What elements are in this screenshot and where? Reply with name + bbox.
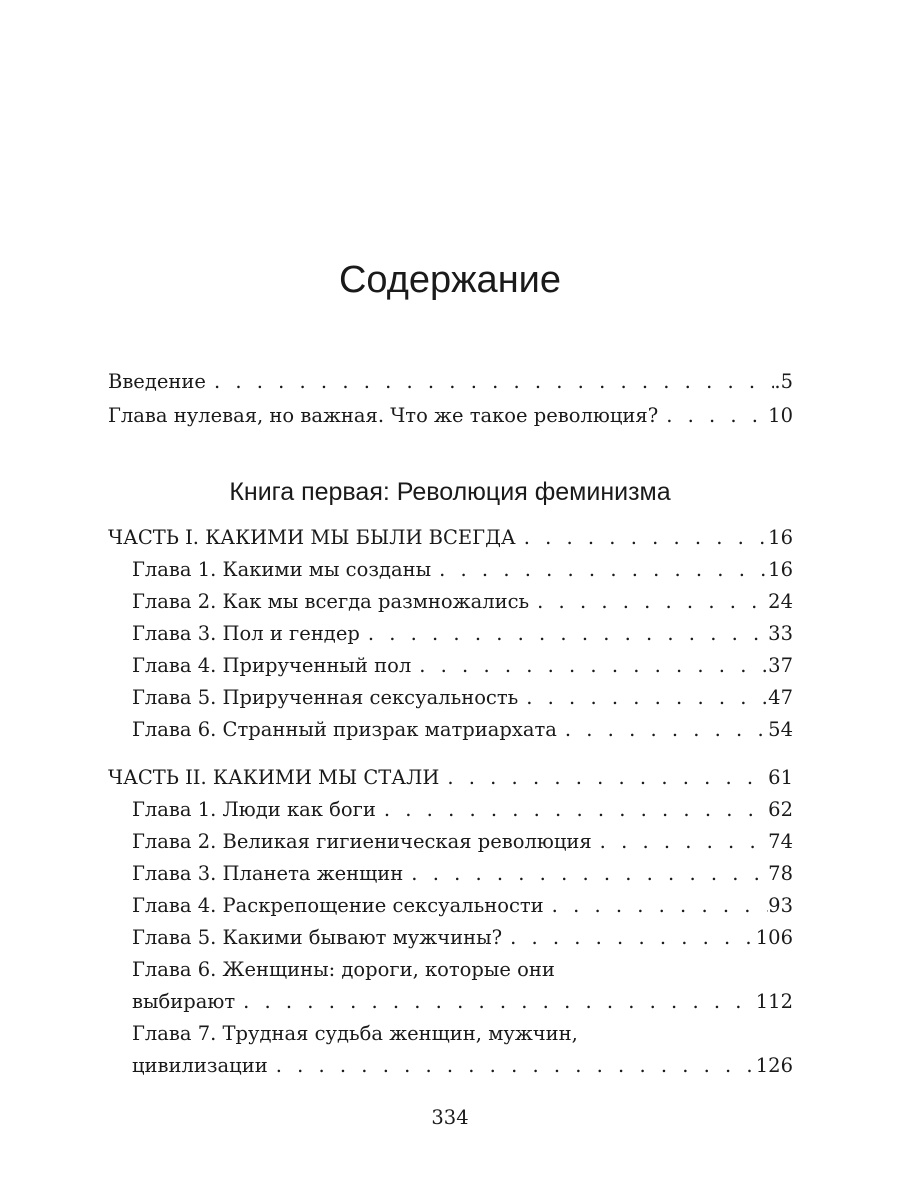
dot-leader: [557, 714, 768, 746]
toc-entry-part-1-chapter-6[interactable]: [132, 714, 793, 746]
toc-entry-part-1-chapter-1[interactable]: [132, 554, 793, 586]
toc-entry-part-1-chapter-4[interactable]: [132, 650, 793, 682]
toc-entry-page: 78: [768, 862, 793, 885]
contents-heading: Содержание: [338, 259, 562, 301]
toc-entry-part-2[interactable]: [108, 762, 793, 794]
toc-entry-part-2-chapter-4[interactable]: [132, 890, 793, 922]
dot-leader: [518, 682, 768, 714]
toc-entry-title: Глава 6. Странный призрак матриархата: [132, 718, 557, 741]
toc-entry-part-2-chapter-1[interactable]: [132, 794, 793, 826]
toc-entry-page: .5: [774, 370, 793, 393]
toc-entry-page: 33: [768, 622, 793, 645]
toc-entry-title: Глава нулевая, но важная. Что же такое революция?: [108, 404, 659, 427]
toc-entry-introduction[interactable]: [108, 366, 793, 398]
toc-entry-title: Глава 2. Как мы всегда размножались: [132, 590, 530, 613]
toc-entry-title: цивилизации: [132, 1054, 268, 1077]
dot-leader: [360, 618, 768, 650]
dot-leader: [206, 366, 774, 398]
toc-entry-part-1-chapter-2[interactable]: [132, 586, 793, 618]
toc-entry-title: Глава 1. Какими мы созданы: [132, 558, 432, 581]
toc-entry-title: ЧАСТЬ II. КАКИМИ МЫ СТАЛИ: [108, 766, 440, 789]
toc-entry-title: Глава 1. Люди как боги: [132, 798, 376, 821]
toc-entry-page: 37: [768, 654, 793, 677]
toc-entry-page: 62: [768, 798, 793, 821]
toc-entry-page: 112: [755, 990, 793, 1013]
toc-entry-chapter-zero[interactable]: [108, 400, 793, 432]
toc-entry-part-2-chapter-6-line-1[interactable]: Глава 6. Женщины: дороги, которые они: [132, 958, 555, 981]
dot-leader: [431, 554, 768, 586]
toc-entry-title: Глава 5. Какими бывают мужчины?: [132, 926, 503, 949]
toc-entry-page: 61: [768, 766, 793, 789]
dot-leader: [529, 586, 768, 618]
toc-entry-page: 16: [768, 526, 793, 549]
toc-entry-title: Глава 3. Пол и гендер: [132, 622, 360, 645]
toc-entry-part-2-chapter-2[interactable]: [132, 826, 793, 858]
dot-leader: [658, 400, 768, 432]
dot-leader: [592, 826, 769, 858]
toc-entry-title: Глава 2. Великая гигиеническая революция: [132, 830, 592, 853]
toc-entry-part-1[interactable]: [108, 522, 793, 554]
toc-entry-part-1-chapter-5[interactable]: [132, 682, 793, 714]
toc-entry-part-2-chapter-5[interactable]: [132, 922, 793, 954]
dot-leader: [268, 1050, 756, 1082]
toc-entry-part-2-chapter-7-line-1[interactable]: Глава 7. Трудная судьба женщин, мужчин,: [132, 1022, 578, 1045]
book-one-heading: Книга первая: Революция феминизма: [229, 478, 671, 506]
toc-entry-part-2-chapter-6[interactable]: [132, 986, 793, 1018]
dot-leader: [235, 986, 756, 1018]
toc-entry-page: 93: [768, 894, 793, 917]
toc-entry-title: ЧАСТЬ I. КАКИМИ МЫ БЫЛИ ВСЕГДА: [108, 526, 516, 549]
dot-leader: [411, 650, 768, 682]
toc-entry-part-2-chapter-7[interactable]: [132, 1050, 793, 1082]
toc-entry-page: 24: [768, 590, 793, 613]
toc-entry-title: выбирают: [132, 990, 236, 1013]
dot-leader: [376, 794, 768, 826]
toc-entry-page: 16: [768, 558, 793, 581]
toc-entry-page: 47: [768, 686, 793, 709]
dot-leader: [502, 922, 756, 954]
toc-entry-part-1-chapter-3[interactable]: [132, 618, 793, 650]
toc-entry-page: 106: [755, 926, 793, 949]
toc-entry-title: Глава 3. Планета женщин: [132, 862, 404, 885]
dot-leader: [403, 858, 768, 890]
dot-leader: [516, 522, 768, 554]
toc-entry-part-2-chapter-3[interactable]: [132, 858, 793, 890]
dot-leader: [439, 762, 768, 794]
toc-entry-page: 126: [755, 1054, 793, 1077]
toc-entry-title: Введение: [108, 370, 206, 393]
toc-entry-title: Глава 4. Прирученный пол: [132, 654, 412, 677]
toc-entry-page: 74: [768, 830, 793, 853]
page-number: 334: [431, 1106, 469, 1129]
toc-entry-title: Глава 5. Прирученная сексуальность: [132, 686, 519, 709]
dot-leader: [544, 890, 769, 922]
toc-entry-page: 54: [768, 718, 793, 741]
toc-entry-page: 10: [768, 404, 793, 427]
toc-entry-title: Глава 4. Раскрепощение сексуальности: [132, 894, 544, 917]
